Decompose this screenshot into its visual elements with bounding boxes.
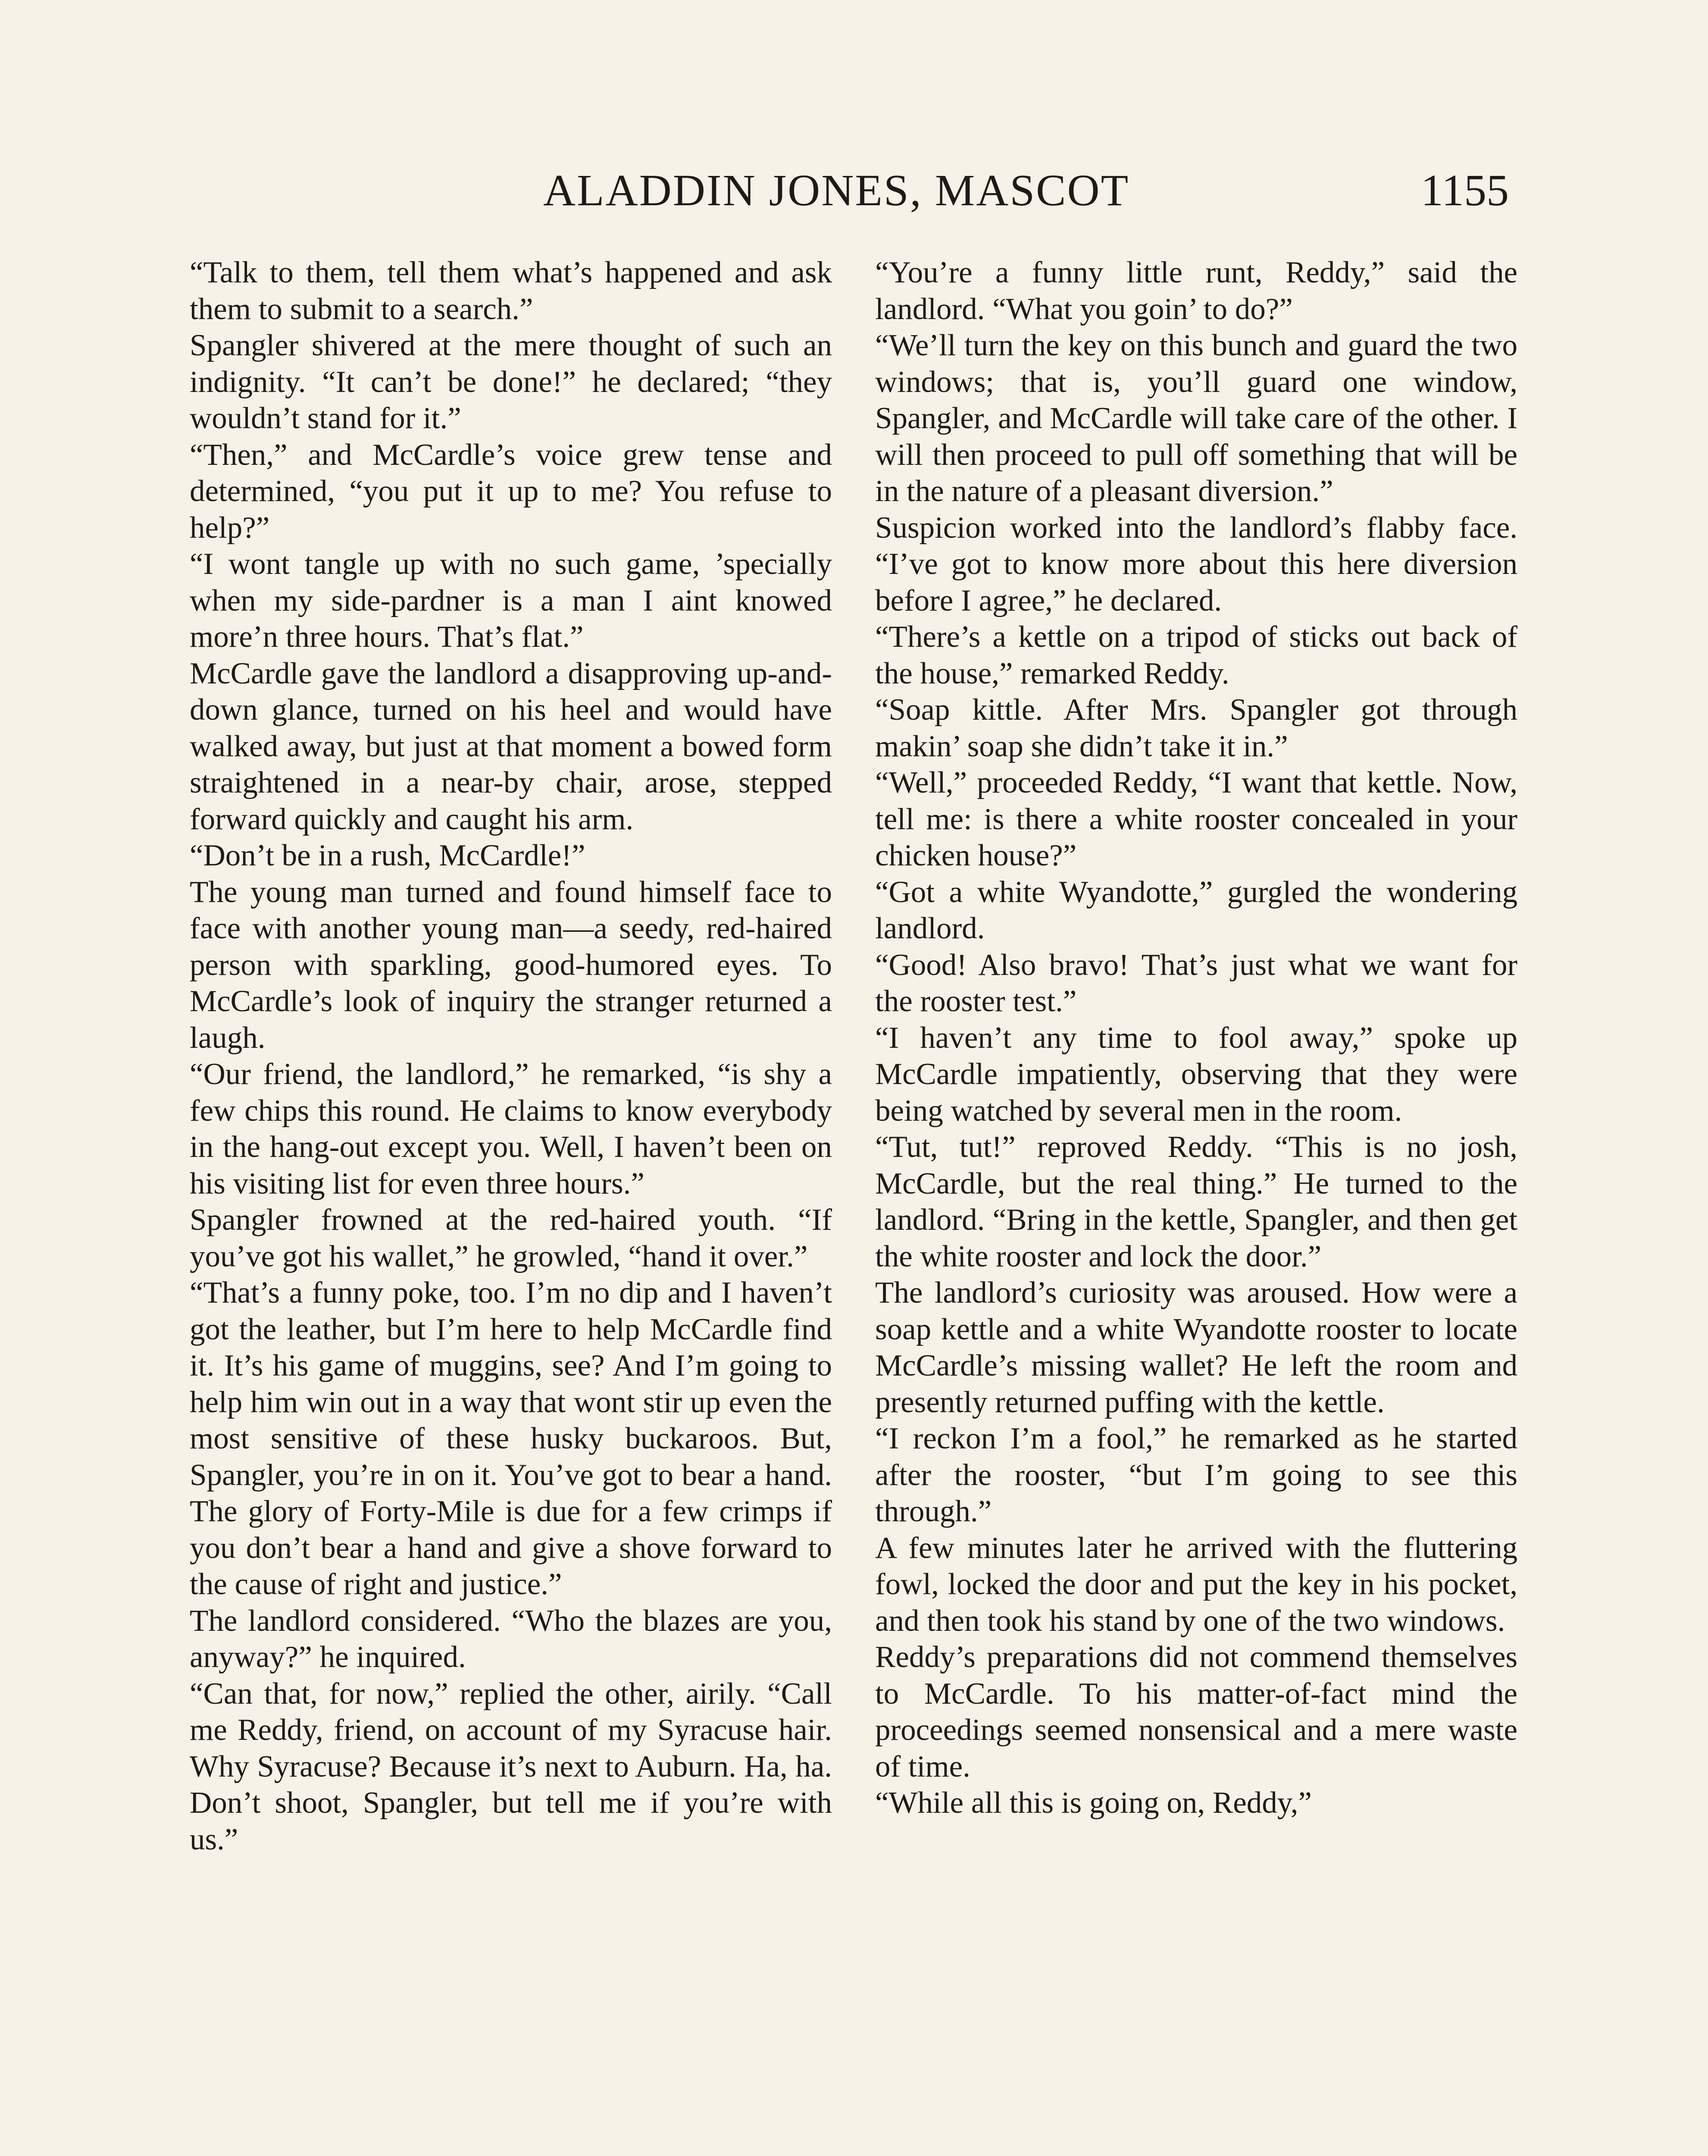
- paragraph: The landlord considered. “Who the blazes are you, anyway?” he inquired.: [190, 1604, 832, 1674]
- paragraph: “I reckon I’m a fool,” he remarked as he started after the rooster, “but I’m going to see this through.”: [875, 1422, 1517, 1528]
- paragraph: “Talk to them, tell them what’s happened and ask them to submit to a search.”: [190, 256, 832, 326]
- paragraph: “Can that, for now,” replied the other, airily. “Call me Reddy, friend, on account of my Syracuse hair. Why Syracuse? Because it’s next to Auburn. Ha, ha. Don’t shoot, Spangler, but tell me if you’re with us.”: [190, 1677, 832, 1856]
- paragraph: “That’s a funny poke, too. I’m no dip and I haven’t got the leather, but I’m here to help McCardle find it. It’s his game of muggins, see? And I’m going to help him win out in a way that wont stir up even the most sensitive of these husky buckaroos. But, Spangler, you’re in on it. You’ve got to bear a hand. The glory of Forty-Mile is due for a few crimps if you don’t bear a hand and give a shove forward to the cause of right and justice.”: [190, 1276, 832, 1601]
- paragraph: Spangler shivered at the mere thought of such an indignity. “It can’t be done!” he declared; “they wouldn’t stand for it.”: [190, 329, 832, 435]
- paragraph: McCardle gave the landlord a disapproving up-and-down glance, turned on his heel and would have walked away, but just at that moment a bowed form straightened in a near-by chair, arose, stepped forward quickly and caught his arm.: [190, 656, 832, 836]
- paragraph: “I wont tangle up with no such game, ’specially when my side-pardner is a man I aint knowed more’n three hours. That’s flat.”: [190, 547, 832, 654]
- paragraph: “Tut, tut!” reproved Reddy. “This is no josh, McCardle, but the real thing.” He turned to the landlord. “Bring in the kettle, Spangler, and then get the white rooster and lock the door.”: [875, 1130, 1517, 1273]
- page-header: [172, 160, 1509, 221]
- paragraph: “Then,” and McCardle’s voice grew tense and determined, “you put it up to me? You refuse to help?”: [190, 438, 832, 545]
- paragraph: “We’ll turn the key on this bunch and guard the two windows; that is, you’ll guard one window, Spangler, and McCardle will take care of the other. I will then proceed to pull off something that will be in the nature of a pleasant diversion.”: [875, 329, 1517, 508]
- paragraph: “Well,” proceeded Reddy, “I want that kettle. Now, tell me: is there a white rooster concealed in your chicken house?”: [875, 766, 1517, 872]
- left-column: [190, 254, 832, 2156]
- right-column: [875, 254, 1517, 2156]
- paragraph: “Our friend, the landlord,” he remarked, “is shy a few chips this round. He claims to know everybody in the hang-out except you. Well, I haven’t been on his visiting list for even three hours.”: [190, 1057, 832, 1200]
- paragraph: “While all this is going on, Reddy,”: [875, 1786, 1312, 1820]
- paragraph: “You’re a funny little runt, Reddy,” said the landlord. “What you goin’ to do?”: [875, 256, 1517, 326]
- paragraph: “Good! Also bravo! That’s just what we want for the rooster test.”: [875, 948, 1517, 1018]
- paragraph: “I haven’t any time to fool away,” spoke up McCardle impatiently, observing that they were being watched by several men in the room.: [875, 1021, 1517, 1128]
- paragraph: “Got a white Wyandotte,” gurgled the wondering landlord.: [875, 875, 1517, 945]
- paragraph: The landlord’s curiosity was aroused. How were a soap kettle and a white Wyandotte rooster to locate McCardle’s missing wallet? He left the room and presently returned puffing with the kettle.: [875, 1276, 1517, 1419]
- page-number: 1155: [1420, 166, 1509, 215]
- paragraph: “Don’t be in a rush, McCardle!”: [190, 839, 585, 872]
- paragraph: A few minutes later he arrived with the fluttering fowl, locked the door and put the key in his pocket, and then took his stand by one of the two windows.: [875, 1531, 1517, 1638]
- paragraph: Spangler frowned at the red-haired youth. “If you’ve got his wallet,” he growled, “hand it over.”: [190, 1203, 832, 1273]
- running-title: ALADDIN JONES, MASCOT: [543, 166, 1130, 215]
- paragraph: Reddy’s preparations did not commend themselves to McCardle. To his matter-of-fact mind the proceedings seemed nonsensical and a mere waste of time.: [875, 1640, 1517, 1783]
- paragraph: “Soap kittle. After Mrs. Spangler got through makin’ soap she didn’t take it in.”: [875, 693, 1517, 763]
- paragraph: “There’s a kettle on a tripod of sticks out back of the house,” remarked Reddy.: [875, 620, 1517, 690]
- paragraph: Suspicion worked into the landlord’s flabby face. “I’ve got to know more about this here diversion before I agree,” he declared.: [875, 511, 1517, 617]
- paragraph: The young man turned and found himself face to face with another young man—a seedy, red-haired person with sparkling, good-humored eyes. To McCardle’s look of inquiry the stranger returned a laugh.: [190, 875, 832, 1055]
